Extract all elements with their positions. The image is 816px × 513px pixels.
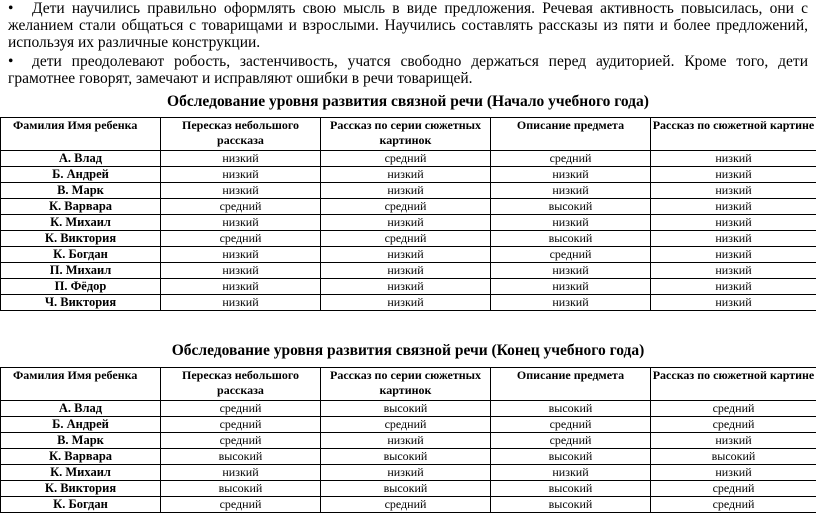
table-start-of-year <box>0 117 816 311</box>
level-cell: средний <box>491 247 651 263</box>
level-cell: высокий <box>161 481 321 497</box>
level-cell: низкий <box>161 295 321 311</box>
table-row <box>1 199 816 215</box>
level-cell: низкий <box>651 433 816 449</box>
column-header: Рассказ по серии сюжетных картинок <box>321 118 491 151</box>
level-cell: высокий <box>321 401 491 417</box>
level-cell: средний <box>491 417 651 433</box>
level-cell: средний <box>321 151 491 167</box>
table-header-row <box>1 368 816 401</box>
level-cell: высокий <box>491 449 651 465</box>
child-name-cell: К. Виктория <box>1 231 161 247</box>
level-cell: низкий <box>651 279 816 295</box>
bullet: • <box>8 53 14 70</box>
level-cell: средний <box>161 199 321 215</box>
table-end-of-year <box>0 367 816 513</box>
column-header: Рассказ по серии сюжетных картинок <box>321 368 491 401</box>
level-cell: средний <box>651 417 816 433</box>
child-name-cell: К. Варвара <box>1 199 161 215</box>
level-cell: средний <box>161 433 321 449</box>
level-cell: низкий <box>161 465 321 481</box>
paragraph-text: Дети научились правильно оформлять свою мысль в виде предложения. Речевая активность повысилась, они с желанием стали общаться с товарищами и взрослыми. Научились составлять рассказы из пяти и более предложений, используя их различные конструкции. <box>8 0 808 51</box>
level-cell: низкий <box>491 183 651 199</box>
level-cell: средний <box>321 497 491 513</box>
child-name-cell: П. Фёдор <box>1 279 161 295</box>
child-name-cell: В. Марк <box>1 433 161 449</box>
table-header-row <box>1 118 816 151</box>
table-row <box>1 151 816 167</box>
level-cell: низкий <box>321 433 491 449</box>
table-row <box>1 449 816 465</box>
level-cell: низкий <box>491 295 651 311</box>
child-name-cell: К. Богдан <box>1 247 161 263</box>
paragraph-1 <box>8 0 808 51</box>
level-cell: высокий <box>651 449 816 465</box>
table-row <box>1 481 816 497</box>
level-cell: низкий <box>321 215 491 231</box>
level-cell: средний <box>321 199 491 215</box>
level-cell: низкий <box>651 167 816 183</box>
level-cell: низкий <box>321 279 491 295</box>
level-cell: низкий <box>161 151 321 167</box>
table-row <box>1 247 816 263</box>
table-row <box>1 183 816 199</box>
column-header: Фамилия Имя ребенка <box>1 118 161 151</box>
table-row <box>1 401 816 417</box>
child-name-cell: А. Влад <box>1 401 161 417</box>
level-cell: средний <box>161 497 321 513</box>
table-row <box>1 167 816 183</box>
table-row <box>1 215 816 231</box>
level-cell: высокий <box>491 497 651 513</box>
column-header: Рассказ по сюжетной картине <box>651 118 816 151</box>
level-cell: низкий <box>651 247 816 263</box>
level-cell: низкий <box>491 279 651 295</box>
level-cell: средний <box>491 433 651 449</box>
level-cell: средний <box>161 417 321 433</box>
child-name-cell: К. Михаил <box>1 215 161 231</box>
table-row <box>1 295 816 311</box>
level-cell: низкий <box>491 263 651 279</box>
bullet: • <box>8 0 14 17</box>
child-name-cell: Б. Андрей <box>1 167 161 183</box>
column-header: Рассказ по сюжетной картине <box>651 368 816 401</box>
table1-title: Обследование уровня развития связной речи (Начало учебного года) <box>167 93 649 110</box>
level-cell: низкий <box>161 167 321 183</box>
child-name-cell: Ч. Виктория <box>1 295 161 311</box>
child-name-cell: А. Влад <box>1 151 161 167</box>
level-cell: низкий <box>161 247 321 263</box>
table-row <box>1 433 816 449</box>
table-row <box>1 417 816 433</box>
level-cell: низкий <box>321 183 491 199</box>
level-cell: средний <box>161 231 321 247</box>
level-cell: высокий <box>491 401 651 417</box>
level-cell: средний <box>651 497 816 513</box>
child-name-cell: К. Богдан <box>1 497 161 513</box>
level-cell: низкий <box>651 183 816 199</box>
level-cell: средний <box>161 401 321 417</box>
level-cell: низкий <box>321 263 491 279</box>
level-cell: высокий <box>491 481 651 497</box>
table-row <box>1 497 816 513</box>
level-cell: низкий <box>651 295 816 311</box>
child-name-cell: П. Михаил <box>1 263 161 279</box>
column-header: Пересказ небольшого рассказа <box>161 368 321 401</box>
child-name-cell: К. Варвара <box>1 449 161 465</box>
level-cell: высокий <box>491 231 651 247</box>
level-cell: высокий <box>321 449 491 465</box>
paragraph-2 <box>8 53 808 87</box>
level-cell: низкий <box>651 263 816 279</box>
level-cell: низкий <box>491 465 651 481</box>
paragraph-text: дети преодолевают робость, застенчивость, учатся свободно держаться перед аудиторией. Кроме того, дети грамотнее говорят, замечают и исправляют ошибки в речи товарищей. <box>8 53 808 87</box>
level-cell: средний <box>321 231 491 247</box>
table2-title: Обследование уровня развития связной речи (Конец учебного года) <box>171 342 645 359</box>
level-cell: высокий <box>321 481 491 497</box>
level-cell: низкий <box>651 465 816 481</box>
level-cell: высокий <box>491 199 651 215</box>
child-name-cell: К. Михаил <box>1 465 161 481</box>
level-cell: низкий <box>491 167 651 183</box>
column-header: Пересказ небольшого рассказа <box>161 118 321 151</box>
level-cell: низкий <box>651 231 816 247</box>
column-header: Фамилия Имя ребенка <box>1 368 161 401</box>
table-row <box>1 279 816 295</box>
level-cell: средний <box>651 481 816 497</box>
level-cell: низкий <box>651 199 816 215</box>
level-cell: низкий <box>161 215 321 231</box>
child-name-cell: К. Виктория <box>1 481 161 497</box>
table-row <box>1 465 816 481</box>
table-row <box>1 263 816 279</box>
level-cell: средний <box>321 417 491 433</box>
level-cell: низкий <box>161 263 321 279</box>
level-cell: низкий <box>321 167 491 183</box>
level-cell: низкий <box>161 183 321 199</box>
column-header: Описание предмета <box>491 118 651 151</box>
child-name-cell: В. Марк <box>1 183 161 199</box>
level-cell: низкий <box>161 279 321 295</box>
column-header: Описание предмета <box>491 368 651 401</box>
table-row <box>1 231 816 247</box>
level-cell: низкий <box>651 215 816 231</box>
level-cell: низкий <box>321 247 491 263</box>
level-cell: высокий <box>161 449 321 465</box>
level-cell: средний <box>651 401 816 417</box>
level-cell: низкий <box>321 465 491 481</box>
level-cell: средний <box>491 151 651 167</box>
child-name-cell: Б. Андрей <box>1 417 161 433</box>
level-cell: низкий <box>651 151 816 167</box>
level-cell: низкий <box>321 295 491 311</box>
level-cell: низкий <box>491 215 651 231</box>
